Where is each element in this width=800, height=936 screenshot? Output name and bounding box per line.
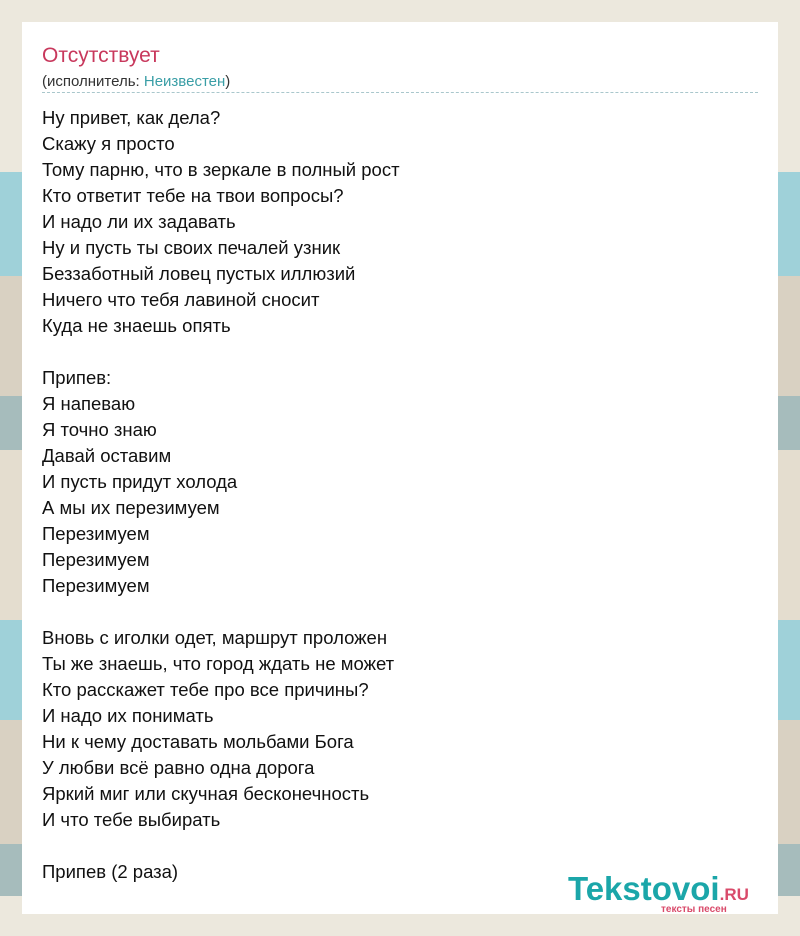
performer-prefix: (исполнитель: bbox=[42, 73, 144, 90]
lyric-line: Ну привет, как дела? bbox=[42, 107, 221, 128]
lyrics-card bbox=[22, 22, 778, 914]
logo-wordmark bbox=[568, 870, 749, 908]
logo-tld: .RU bbox=[719, 885, 749, 904]
lyric-line: У любви всё равно одна дорога bbox=[42, 757, 315, 778]
song-title: Отсутствует bbox=[42, 44, 160, 67]
lyric-line: И пусть придут холода bbox=[42, 471, 238, 492]
lyric-line: Перезимуем bbox=[42, 575, 150, 596]
lyric-blank-line bbox=[42, 599, 742, 625]
lyric-line: Яркий миг или скучная бесконечность bbox=[42, 783, 370, 804]
lyric-line: Ты же знаешь, что город ждать не может bbox=[42, 653, 395, 674]
lyric-line: Кто расскажет тебе про все причины? bbox=[42, 679, 369, 700]
site-logo[interactable] bbox=[568, 870, 778, 914]
lyric-line: И надо их понимать bbox=[42, 705, 214, 726]
logo-tagline: тексты песен bbox=[661, 904, 727, 915]
lyric-line: Перезимуем bbox=[42, 549, 150, 570]
performer-suffix: ) bbox=[225, 73, 231, 90]
lyric-blank-line bbox=[42, 339, 742, 365]
chorus-repeat-note: Припев (2 раза) bbox=[42, 861, 179, 882]
lyric-line: Скажу я просто bbox=[42, 133, 175, 154]
lyric-line: Я напеваю bbox=[42, 393, 136, 414]
lyric-line: Перезимуем bbox=[42, 523, 150, 544]
lyric-line: Кто ответит тебе на твои вопросы? bbox=[42, 185, 344, 206]
lyric-line: Беззаботный ловец пустых иллюзий bbox=[42, 263, 356, 284]
lyric-line: А мы их перезимуем bbox=[42, 497, 220, 518]
lyric-blank-line bbox=[42, 833, 742, 859]
lyric-line: И что тебе выбирать bbox=[42, 809, 221, 830]
lyric-line: Ни к чему доставать мольбами Бога bbox=[42, 731, 354, 752]
chorus-label: Припев: bbox=[42, 367, 112, 388]
header-divider bbox=[42, 92, 758, 93]
lyric-line: Вновь с иголки одет, маршрут проложен bbox=[42, 627, 388, 648]
lyric-line: Тому парню, что в зеркале в полный рост bbox=[42, 159, 400, 180]
lyric-line: Я точно знаю bbox=[42, 419, 157, 440]
performer-line bbox=[42, 73, 230, 90]
lyric-line: Куда не знаешь опять bbox=[42, 315, 231, 336]
lyric-line: И надо ли их задавать bbox=[42, 211, 236, 232]
lyric-line: Ну и пусть ты своих печалей узник bbox=[42, 237, 341, 258]
logo-name: Tekstovoi bbox=[568, 870, 720, 907]
artist-link[interactable]: Неизвестен bbox=[143, 73, 226, 90]
lyric-line: Ничего что тебя лавиной сносит bbox=[42, 289, 320, 310]
lyric-line: Давай оставим bbox=[42, 445, 172, 466]
lyrics-text bbox=[42, 105, 742, 885]
